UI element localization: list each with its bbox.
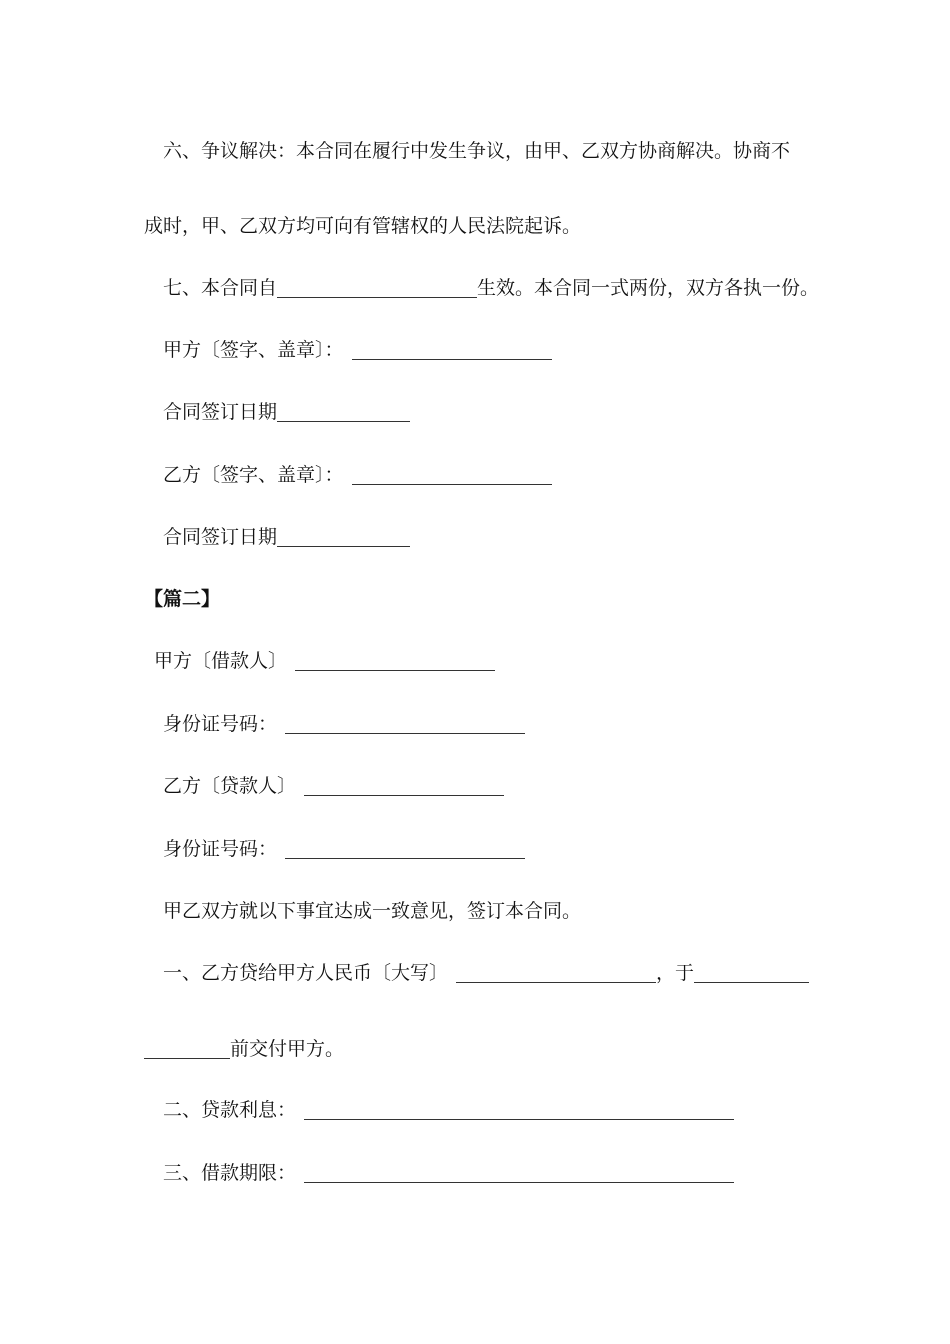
sign-date-b-blank[interactable]	[277, 528, 410, 547]
delivery-date-blank-1[interactable]	[694, 964, 809, 983]
party-b-signature-label: 乙方〔签字、盖章〕：	[163, 464, 344, 486]
sign-date-a-label: 合同签订日期	[163, 401, 278, 423]
section-6-text-2: 成时，甲、乙双方均可向有管辖权的人民法院起诉。	[144, 215, 582, 237]
id-number-a-blank[interactable]	[285, 715, 525, 734]
section-6-text-1: 六、争议解决：本合同在履行中发生争议，由甲、乙双方协商解决。协商不	[163, 140, 791, 162]
party-a-signature-blank[interactable]	[352, 341, 552, 360]
item-3-label: 三、借款期限：	[163, 1162, 297, 1184]
agreement-text: 甲乙双方就以下事宜达成一致意见，签订本合同。	[163, 900, 582, 922]
sign-date-b-label: 合同签订日期	[163, 526, 278, 548]
item-3-line	[163, 1161, 734, 1185]
loan-amount-blank[interactable]	[456, 964, 656, 983]
item-2-line	[163, 1098, 734, 1122]
borrower-name-blank[interactable]	[295, 652, 495, 671]
id-number-b-line	[163, 837, 525, 861]
lender-line	[163, 774, 504, 798]
section-6-line-2	[144, 214, 581, 238]
party-b-signature-blank[interactable]	[352, 466, 552, 485]
id-number-b-blank[interactable]	[285, 840, 525, 859]
loan-term-blank[interactable]	[304, 1164, 734, 1183]
item-1-line-1	[163, 961, 809, 985]
sign-date-a-blank[interactable]	[277, 403, 410, 422]
effective-date-blank[interactable]	[277, 279, 477, 298]
sign-date-b-line	[163, 525, 410, 549]
section-6-line-1	[163, 139, 790, 163]
party-b-signature-line	[163, 463, 552, 487]
part-2-heading: 【篇二】	[144, 588, 221, 610]
interest-blank[interactable]	[304, 1101, 734, 1120]
section-7-prefix: 七、本合同自	[163, 277, 278, 299]
item-1-line-2-suffix: 前交付甲方。	[230, 1038, 345, 1060]
borrower-label: 甲方〔借款人〕	[154, 650, 288, 672]
part-2-heading-line	[144, 587, 220, 611]
item-1-line-2	[144, 1037, 344, 1061]
borrower-line	[154, 649, 495, 673]
agreement-line	[163, 899, 581, 923]
lender-name-blank[interactable]	[304, 777, 504, 796]
sign-date-a-line	[163, 400, 410, 424]
item-1-middle: ，于	[656, 962, 695, 984]
item-1-prefix: 一、乙方贷给甲方人民币〔大写〕	[163, 962, 449, 984]
section-7-line	[163, 276, 819, 300]
party-a-signature-line	[163, 338, 552, 362]
id-number-b-label: 身份证号码：	[163, 838, 278, 860]
delivery-date-blank-2[interactable]	[144, 1040, 230, 1059]
id-number-a-line	[163, 712, 525, 736]
lender-label: 乙方〔贷款人〕	[163, 775, 297, 797]
item-2-label: 二、贷款利息：	[163, 1099, 297, 1121]
id-number-a-label: 身份证号码：	[163, 713, 278, 735]
party-a-signature-label: 甲方〔签字、盖章〕：	[163, 339, 344, 361]
section-7-suffix: 生效。本合同一式两份，双方各执一份。	[477, 277, 820, 299]
